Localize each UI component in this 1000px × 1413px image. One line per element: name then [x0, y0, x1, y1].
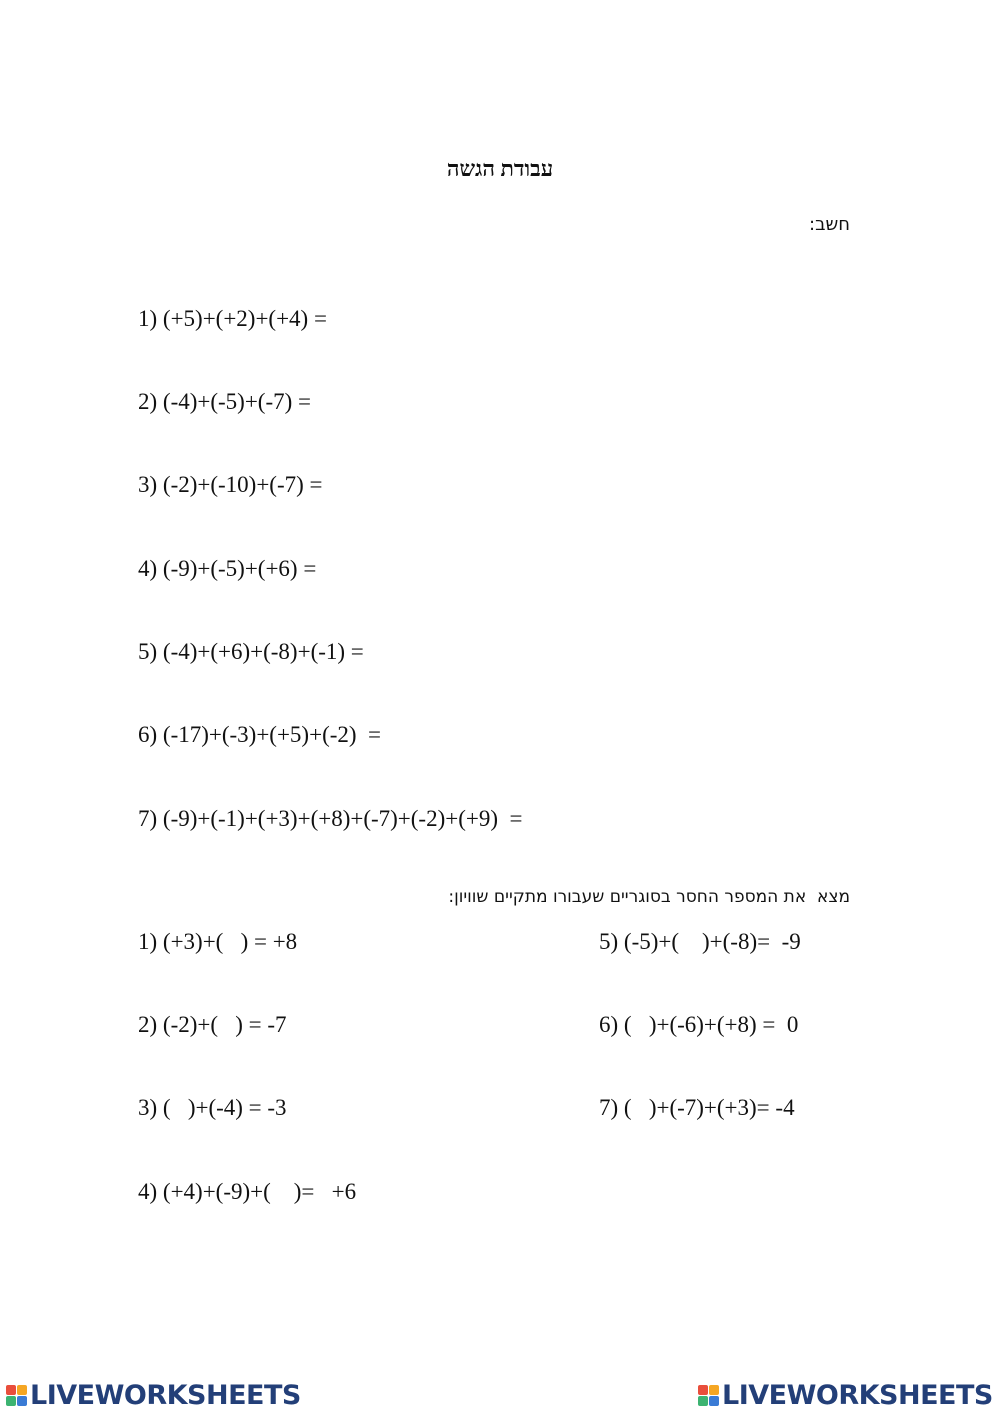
liveworksheets-icon: [698, 1385, 719, 1406]
missing-exercise-2: 2) (-2)+( ) = -7: [138, 1012, 287, 1037]
exercise-6: 6) (-17)+(-3)+(+5)+(-2) =: [138, 722, 382, 747]
missing-exercise-5: 5) (-5)+( )+(-8)= -9: [599, 929, 801, 954]
exercise-7: 7) (-9)+(-1)+(+3)+(+8)+(-7)+(-2)+(+9) =: [138, 806, 523, 831]
missing-exercise-3: 3) ( )+(-4) = -3: [138, 1095, 287, 1120]
watermark-text: LIVEWORKSHEETS: [722, 1379, 993, 1411]
instruction-find-missing: מצא את המספר החסר בסוגריים שעבורו מתקיים שוויון:: [448, 887, 850, 907]
missing-exercise-1: 1) (+3)+( ) = +8: [138, 929, 298, 954]
missing-exercise-4: 4) (+4)+(-9)+( )= +6: [138, 1179, 357, 1204]
liveworksheets-icon: [6, 1385, 27, 1406]
exercise-3: 3) (-2)+(-10)+(-7) =: [138, 472, 323, 497]
exercise-4: 4) (-9)+(-5)+(+6) =: [138, 556, 317, 581]
instruction-compute: חשב:: [809, 214, 850, 235]
liveworksheets-logo-left: [6, 1378, 301, 1412]
exercise-1: 1) (+5)+(+2)+(+4) =: [138, 306, 327, 331]
exercise-5: 5) (-4)+(+6)+(-8)+(-1) =: [138, 639, 364, 664]
missing-exercise-6: 6) ( )+(-6)+(+8) = 0: [599, 1012, 799, 1037]
liveworksheets-logo-right: [698, 1378, 993, 1412]
page-title: עבודת הגשה: [446, 156, 554, 181]
watermark-text: LIVEWORKSHEETS: [30, 1379, 301, 1411]
missing-exercise-7: 7) ( )+(-7)+(+3)= -4: [599, 1095, 795, 1120]
exercise-2: 2) (-4)+(-5)+(-7) =: [138, 389, 312, 414]
